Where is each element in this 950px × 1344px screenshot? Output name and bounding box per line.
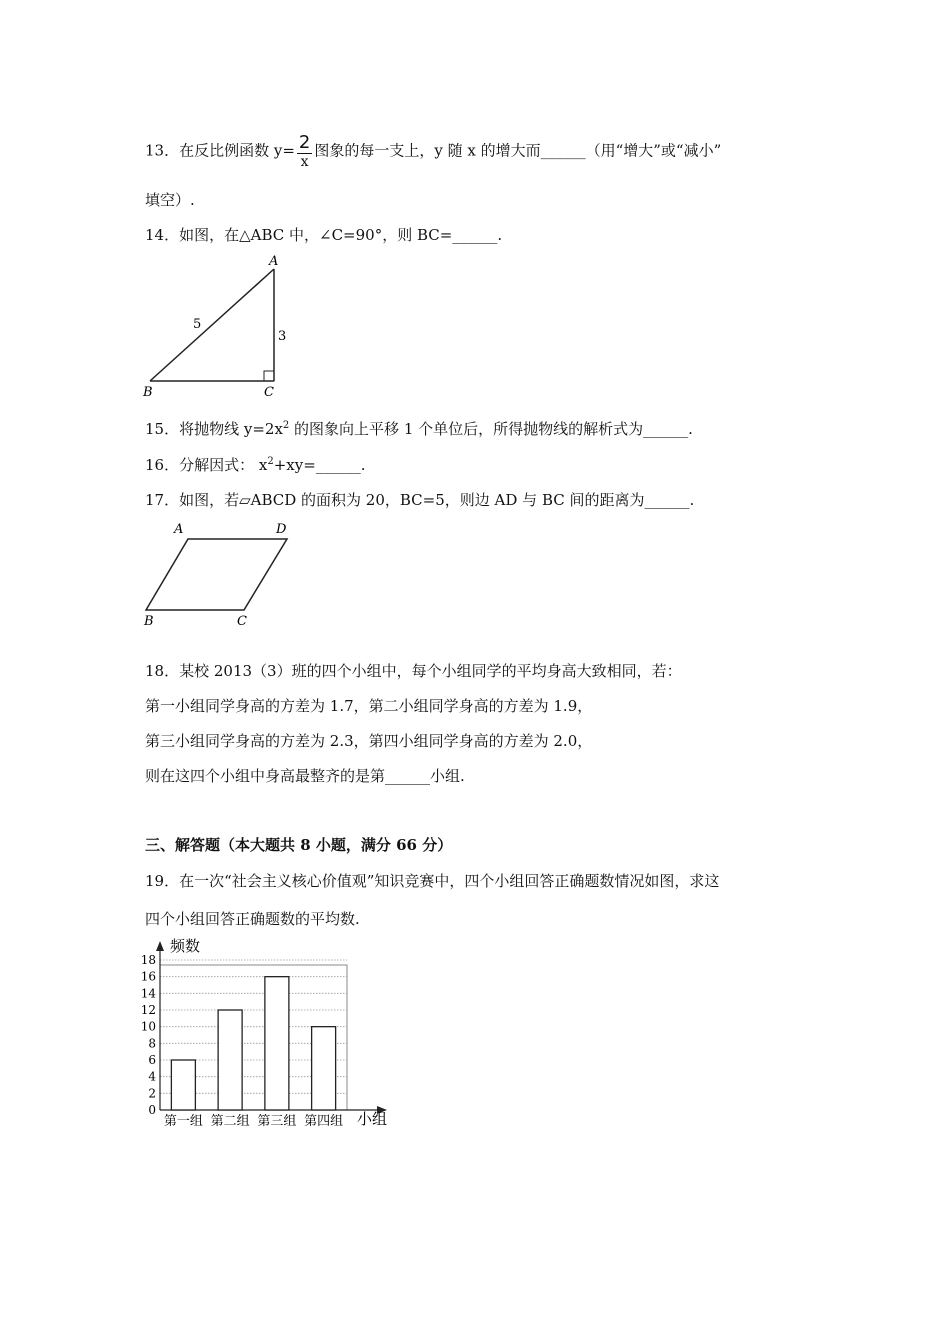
q19-line2: 四个小组回答正确题数的平均数. bbox=[145, 910, 360, 928]
chart-y-tick-label: 8 bbox=[148, 1036, 156, 1051]
q19-line1: 19．在一次“社会主义核心价值观”知识竞赛中，四个小组回答正确题数情况如图，求这 bbox=[145, 872, 720, 890]
chart-x-tick-label: 第一组 bbox=[163, 1114, 203, 1129]
chart-y-tick-label: 10 bbox=[140, 1019, 156, 1034]
chart-x-tick-label: 第四组 bbox=[304, 1114, 344, 1129]
chart-y-tick-label: 6 bbox=[148, 1053, 156, 1067]
q14-label-a: A bbox=[269, 254, 279, 269]
chart-x-tick-label: 第二组 bbox=[210, 1114, 250, 1129]
q18-line-3: 第三小组同学身高的方差为 2.3，第四小组同学身高的方差为 2.0， bbox=[145, 732, 593, 750]
q14-label-b: B bbox=[143, 385, 153, 400]
q13-frac-den: x bbox=[300, 154, 309, 170]
chart-y-tick-label: 0 bbox=[148, 1103, 156, 1117]
chart-bar bbox=[171, 1060, 195, 1110]
q17-label-b: B bbox=[144, 614, 154, 629]
q19-bar-chart bbox=[135, 935, 400, 1130]
chart-y-tick-label: 4 bbox=[148, 1069, 156, 1084]
q17-label-c: C bbox=[237, 614, 247, 629]
q17-label-a: A bbox=[174, 522, 184, 537]
chart-y-tick-label: 14 bbox=[140, 986, 156, 1001]
q15-sup: 2 bbox=[282, 420, 290, 431]
q14-label-c: C bbox=[264, 385, 274, 400]
q13-suffix: 图象的每一支上，y 随 x 的增大而______（用“增大”或“减小” bbox=[314, 141, 722, 160]
q14-text: 14．如图，在△ABC 中，∠C=90°，则 BC=______. bbox=[145, 226, 503, 244]
chart-bar bbox=[218, 1010, 242, 1110]
q15-suffix: 的图象向上平移 1 个单位后，所得抛物线的解析式为______. bbox=[289, 420, 693, 438]
q14-triangle-figure bbox=[140, 250, 300, 400]
q13-line1 bbox=[145, 133, 721, 170]
chart-y-tick-label: 16 bbox=[140, 969, 156, 984]
q14-side-ab: 5 bbox=[193, 317, 202, 332]
chart-x-tick-label: 第三组 bbox=[257, 1114, 297, 1129]
q14-side-ac: 3 bbox=[278, 329, 287, 344]
q16-sup: 2 bbox=[267, 456, 274, 467]
q17-label-d: D bbox=[276, 522, 287, 537]
section3-title: 三、解答题（本大题共 8 小题，满分 66 分） bbox=[145, 836, 453, 854]
q18-line-1: 18．某校 2013（3）班的四个小组中，每个小组同学的平均身高大致相同，若： bbox=[145, 662, 682, 680]
chart-y-tick-label: 18 bbox=[140, 953, 156, 967]
q15-prefix: 15．将抛物线 y=2x bbox=[145, 420, 283, 438]
q15-text bbox=[145, 419, 693, 439]
q16-prefix: 16．分解因式： x bbox=[145, 456, 268, 474]
chart-y-axis-arrow bbox=[156, 941, 164, 951]
q13-fraction bbox=[297, 133, 312, 170]
q17-text: 17．如图，若▱ABCD 的面积为 20，BC=5，则边 AD 与 BC 间的距离为______. bbox=[145, 491, 695, 509]
q18-line-4: 则在这四个小组中身高最整齐的是第______小组. bbox=[145, 767, 465, 785]
q13-frac-num: 2 bbox=[298, 132, 311, 153]
chart-bar bbox=[265, 977, 289, 1110]
q16-text bbox=[145, 455, 366, 475]
q18-line-2: 第一小组同学身高的方差为 1.7，第二小组同学身高的方差为 1.9， bbox=[145, 697, 593, 715]
chart-x-axis-label: 小组 bbox=[357, 1110, 388, 1128]
q16-suffix: +xy=______. bbox=[273, 456, 366, 474]
q17-parallelogram-figure bbox=[140, 517, 300, 632]
chart-y-axis-label: 频数 bbox=[170, 937, 201, 955]
chart-y-tick-label: 12 bbox=[140, 1003, 156, 1017]
chart-bar bbox=[312, 1027, 336, 1110]
q13-line2: 填空）. bbox=[145, 191, 195, 209]
chart-y-tick-label: 2 bbox=[148, 1086, 156, 1101]
q13-prefix: 13．在反比例函数 y= bbox=[145, 141, 295, 160]
